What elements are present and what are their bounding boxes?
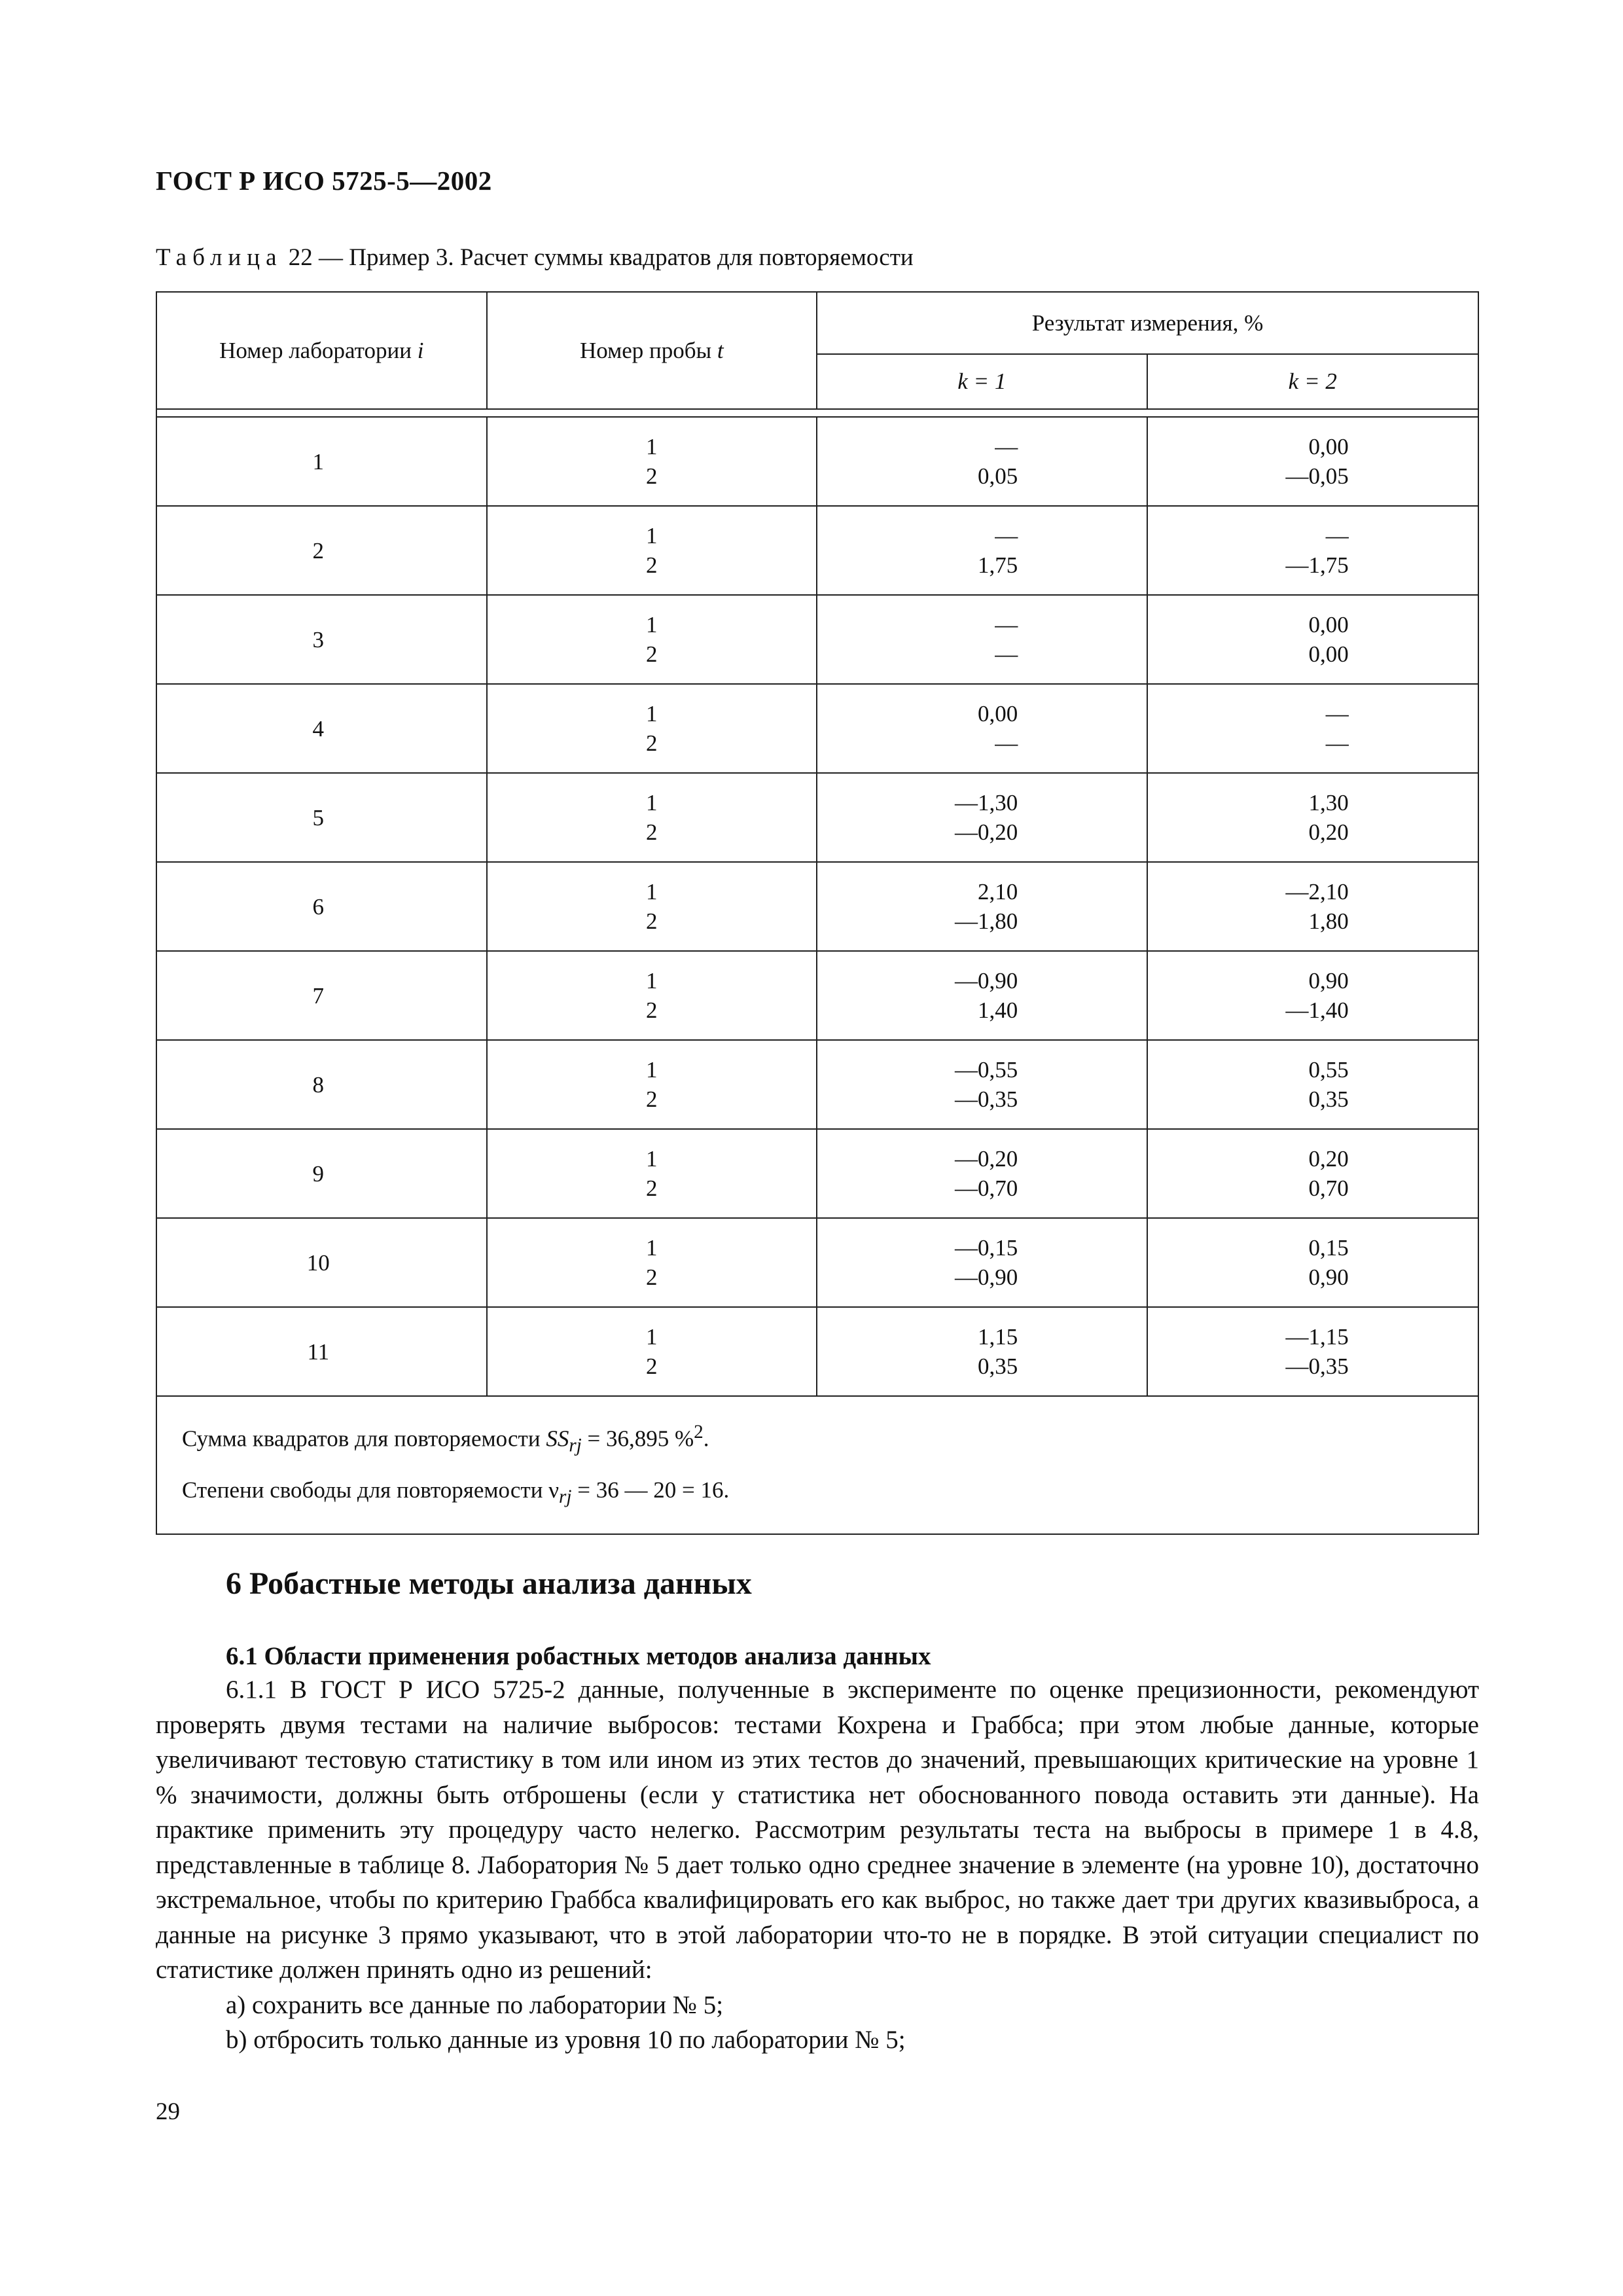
probe-cell-value: 2 bbox=[646, 1265, 658, 1290]
k1-cell-value: 2,10 bbox=[978, 879, 1018, 905]
table-row bbox=[156, 417, 1478, 506]
body-text bbox=[156, 1672, 1479, 2058]
k1-cell bbox=[817, 506, 1147, 595]
lab-cell-value: 8 bbox=[312, 1071, 325, 1098]
k1-cell-value: —1,80 bbox=[955, 908, 1018, 934]
table-row bbox=[156, 862, 1478, 951]
table-row bbox=[156, 951, 1478, 1040]
k1-cell-value: —0,15 bbox=[955, 1235, 1018, 1261]
k2-cell-value: 0,00 bbox=[1308, 434, 1349, 459]
probe-cell bbox=[487, 951, 817, 1040]
probe-cell bbox=[487, 506, 817, 595]
probe-cell-value: 2 bbox=[646, 997, 658, 1023]
k2-cell-value: 0,70 bbox=[1308, 1175, 1349, 1201]
probe-cell bbox=[487, 773, 817, 862]
lab-cell-value: 4 bbox=[312, 715, 325, 742]
lab-cell bbox=[156, 1129, 487, 1218]
k1-cell-value: —0,35 bbox=[955, 1086, 1018, 1112]
k2-cell-value: 0,15 bbox=[1308, 1235, 1349, 1261]
lab-cell bbox=[156, 862, 487, 951]
k2-cell-value: — bbox=[1325, 523, 1349, 548]
col-header-result: Результат измерения, % bbox=[817, 292, 1478, 354]
degrees-of-freedom-line: Степени свободы для повторяемости $\nu_{rj} = 36$ — 20 = 16. bbox=[182, 1477, 730, 1507]
k1-cell-value: — bbox=[995, 730, 1018, 756]
probe-cell-value: 2 bbox=[646, 552, 658, 578]
probe-cell-value: 1 bbox=[646, 1324, 658, 1350]
list-item-b: b) отбросить только данные из уровня 10 по лаборатории № 5; bbox=[226, 2026, 906, 2054]
probe-cell-value: 1 bbox=[646, 968, 658, 994]
probe-cell-value: 2 bbox=[646, 819, 658, 845]
k1-cell bbox=[817, 1040, 1147, 1129]
table-row bbox=[156, 684, 1478, 773]
lab-cell-value: 2 bbox=[312, 537, 325, 564]
table-footer bbox=[156, 1396, 1478, 1534]
lab-cell bbox=[156, 1307, 487, 1396]
table-row bbox=[156, 506, 1478, 595]
page-number: 29 bbox=[156, 2098, 180, 2125]
lab-cell-value: 3 bbox=[312, 626, 325, 653]
k2-cell-value: —0,35 bbox=[1285, 1354, 1349, 1379]
lab-cell bbox=[156, 684, 487, 773]
k1-cell-value: —0,55 bbox=[955, 1057, 1018, 1083]
paragraph-6-1-1: 6.1.1 В ГОСТ Р ИСО 5725-2 данные, полученные в эксперименте по оценке прецизионности, рекомендуют проверять двумя тестами на наличие выбросов: тестами Кохрена и Граббса; при этом любые данные, которые увеличивают тестовую статистику в том или ином из этих тестов до значений, превышающих критические на уровне 1 % значимости, должны быть отброшены (если у статистика нет обоснованного повода оставить эти данные). На практике применить эту процедуру часто нелегко. Рассмотрим результаты теста на выбросы в примере 1 в 4.8, представленные в таблице 8. Лаборатория № 5 дает только одно среднее значение в элементе (на уровне 10), достаточно экстремальное, чтобы по критерию Граббса квалифицировать его как выброс, но также дает три других квазивыброса, а данные на рисунке 3 прямо указывают, что в этой лаборатории что-то не в порядке. В этой ситуации специалист по статистике должен принять одно из решений: bbox=[156, 1676, 1479, 1984]
table-row bbox=[156, 1307, 1478, 1396]
k1-cell-value: — bbox=[995, 434, 1018, 459]
table-row bbox=[156, 773, 1478, 862]
probe-cell-value: 2 bbox=[646, 1354, 658, 1379]
k2-cell bbox=[1147, 506, 1479, 595]
k1-cell bbox=[817, 1129, 1147, 1218]
lab-cell bbox=[156, 773, 487, 862]
lab-cell-value: 6 bbox=[312, 893, 325, 920]
probe-cell-value: 1 bbox=[646, 523, 658, 548]
k2-cell-value: — bbox=[1325, 730, 1349, 756]
col-header-lab: Номер лаборатории i bbox=[156, 292, 487, 409]
repeatability-table bbox=[156, 291, 1479, 1535]
k1-cell-value: — bbox=[995, 523, 1018, 548]
k2-cell-value: 0,00 bbox=[1308, 612, 1349, 637]
probe-cell bbox=[487, 1307, 817, 1396]
document-header: ГОСТ Р ИСО 5725-5—2002 bbox=[156, 166, 492, 196]
probe-cell-value: 1 bbox=[646, 701, 658, 726]
lab-cell bbox=[156, 1218, 487, 1307]
lab-cell-value: 7 bbox=[312, 982, 325, 1009]
header-separator bbox=[156, 409, 1478, 417]
k2-cell bbox=[1147, 773, 1479, 862]
section-title: 6 Робастные методы анализа данных bbox=[226, 1566, 752, 1601]
col-header-k1: k = 1 bbox=[817, 354, 1147, 409]
list-item-a: а) сохранить все данные по лаборатории № 5; bbox=[226, 1990, 724, 2019]
k2-cell-value: 0,20 bbox=[1308, 819, 1349, 845]
lab-cell-value: 10 bbox=[306, 1249, 330, 1276]
k1-cell-value: 0,35 bbox=[978, 1354, 1018, 1379]
k1-cell-value: —0,90 bbox=[955, 968, 1018, 994]
k1-cell-value: —0,20 bbox=[955, 1146, 1018, 1172]
k1-cell-value: 0,00 bbox=[978, 701, 1018, 726]
probe-cell-value: 2 bbox=[646, 641, 658, 667]
k2-cell bbox=[1147, 951, 1479, 1040]
k2-cell-value: 1,80 bbox=[1308, 908, 1349, 934]
col-header-k2: k = 2 bbox=[1147, 354, 1479, 409]
k2-cell-value: 0,55 bbox=[1308, 1057, 1349, 1083]
table-caption-text: 22 — Пример 3. Расчет суммы квадратов для повторяемости bbox=[288, 244, 914, 271]
k1-cell bbox=[817, 1307, 1147, 1396]
k1-cell-value: 1,15 bbox=[978, 1324, 1018, 1350]
table-caption bbox=[156, 243, 914, 272]
k2-cell bbox=[1147, 1218, 1479, 1307]
probe-cell-value: 1 bbox=[646, 879, 658, 905]
probe-cell bbox=[487, 1218, 817, 1307]
k1-cell-value: —0,90 bbox=[955, 1265, 1018, 1290]
k1-cell-value: —1,30 bbox=[955, 790, 1018, 816]
subsection-title: 6.1 Области применения робастных методов анализа данных bbox=[226, 1642, 931, 1670]
probe-cell-value: 1 bbox=[646, 1057, 658, 1083]
probe-cell-value: 2 bbox=[646, 730, 658, 756]
k2-cell-value: —1,15 bbox=[1285, 1324, 1349, 1350]
lab-cell bbox=[156, 951, 487, 1040]
k2-cell-value: —1,75 bbox=[1285, 552, 1349, 578]
lab-cell bbox=[156, 506, 487, 595]
k1-cell bbox=[817, 1218, 1147, 1307]
table-row bbox=[156, 1218, 1478, 1307]
probe-cell bbox=[487, 684, 817, 773]
k1-cell-value: 1,40 bbox=[978, 997, 1018, 1023]
k1-cell bbox=[817, 951, 1147, 1040]
k1-cell-value: 1,75 bbox=[978, 552, 1018, 578]
sum-of-squares-line: Сумма квадратов для повторяемости $SS_{rj} = 36,895$ %$^2$. bbox=[182, 1422, 709, 1456]
probe-cell bbox=[487, 1129, 817, 1218]
k1-cell bbox=[817, 862, 1147, 951]
k1-cell-value: — bbox=[995, 612, 1018, 637]
k2-cell-value: —2,10 bbox=[1285, 879, 1349, 905]
probe-cell-value: 1 bbox=[646, 790, 658, 816]
lab-cell bbox=[156, 595, 487, 684]
k2-cell-value: 0,00 bbox=[1308, 641, 1349, 667]
k2-cell bbox=[1147, 862, 1479, 951]
k1-cell bbox=[817, 417, 1147, 506]
k2-cell bbox=[1147, 417, 1479, 506]
k2-cell-value: 0,35 bbox=[1308, 1086, 1349, 1112]
probe-cell-value: 2 bbox=[646, 463, 658, 489]
probe-cell-value: 1 bbox=[646, 1235, 658, 1261]
k2-cell-value: 0,20 bbox=[1308, 1146, 1349, 1172]
lab-cell-value: 9 bbox=[312, 1160, 325, 1187]
k2-cell bbox=[1147, 595, 1479, 684]
probe-cell-value: 1 bbox=[646, 612, 658, 637]
probe-cell bbox=[487, 595, 817, 684]
k2-cell bbox=[1147, 1129, 1479, 1218]
lab-cell bbox=[156, 417, 487, 506]
lab-cell-value: 11 bbox=[307, 1338, 330, 1365]
k1-cell-value: — bbox=[995, 641, 1018, 667]
k1-cell-value: 0,05 bbox=[978, 463, 1018, 489]
table-row bbox=[156, 1129, 1478, 1218]
probe-cell bbox=[487, 1040, 817, 1129]
lab-cell bbox=[156, 1040, 487, 1129]
k2-cell-value: —0,05 bbox=[1285, 463, 1349, 489]
k2-cell-value: — bbox=[1325, 701, 1349, 726]
k1-cell-value: —0,20 bbox=[955, 819, 1018, 845]
lab-cell-value: 5 bbox=[312, 804, 325, 831]
probe-cell-value: 2 bbox=[646, 1086, 658, 1112]
k1-cell bbox=[817, 595, 1147, 684]
probe-cell-value: 1 bbox=[646, 1146, 658, 1172]
k2-cell bbox=[1147, 1307, 1479, 1396]
k1-cell bbox=[817, 684, 1147, 773]
k2-cell-value: 1,30 bbox=[1308, 790, 1349, 816]
probe-cell-value: 2 bbox=[646, 908, 658, 934]
table-caption-label: Таблица bbox=[156, 244, 283, 271]
col-header-probe: Номер пробы t bbox=[487, 292, 817, 409]
probe-cell bbox=[487, 862, 817, 951]
table-row bbox=[156, 1040, 1478, 1129]
k1-cell bbox=[817, 773, 1147, 862]
k1-cell-value: —0,70 bbox=[955, 1175, 1018, 1201]
probe-cell bbox=[487, 417, 817, 506]
table-row bbox=[156, 595, 1478, 684]
probe-cell-value: 1 bbox=[646, 434, 658, 459]
k2-cell-value: —1,40 bbox=[1285, 997, 1349, 1023]
k2-cell bbox=[1147, 684, 1479, 773]
k2-cell-value: 0,90 bbox=[1308, 1265, 1349, 1290]
probe-cell-value: 2 bbox=[646, 1175, 658, 1201]
k2-cell bbox=[1147, 1040, 1479, 1129]
lab-cell-value: 1 bbox=[312, 448, 325, 475]
k2-cell-value: 0,90 bbox=[1308, 968, 1349, 994]
